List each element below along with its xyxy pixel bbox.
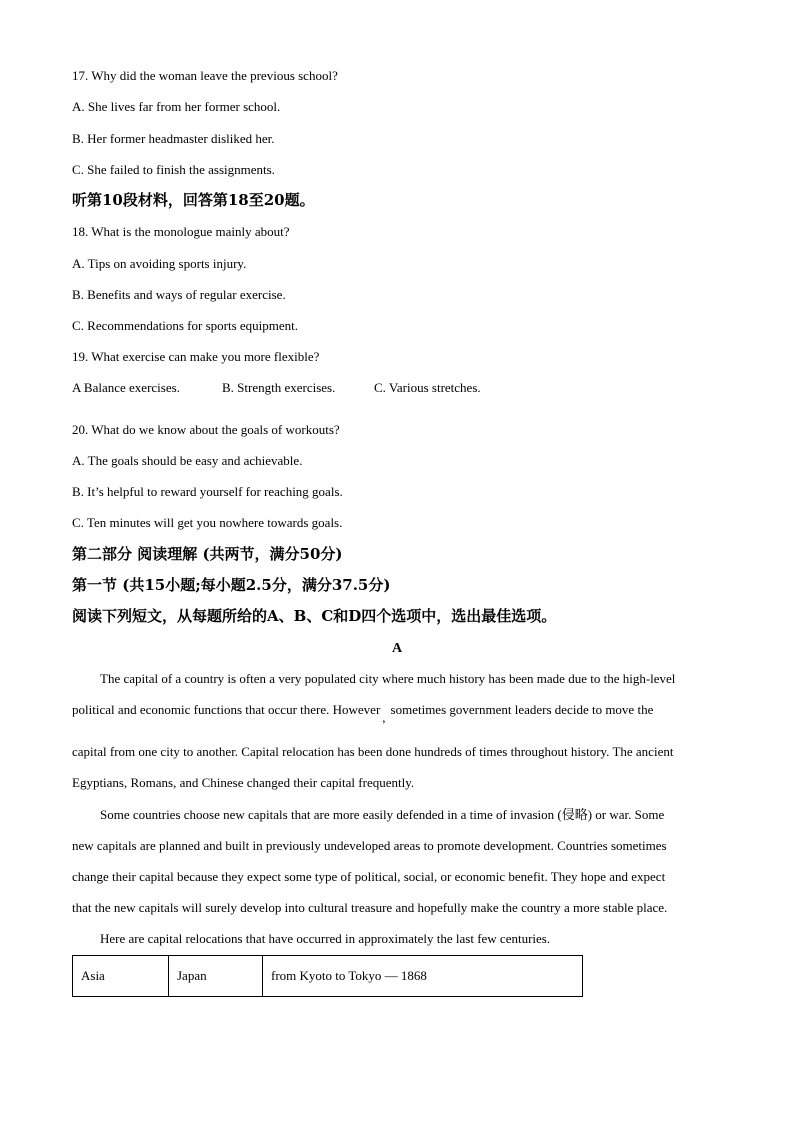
option-c: C. Ten minutes will get you nowhere towards goals. [72, 515, 343, 530]
passage-label: A [391, 641, 403, 656]
table-cell-relocation: from Kyoto to Tokyo — 1868 [263, 956, 583, 997]
passage-paragraph-3: Here are capital relocations that have occurred in approximately the last few centuries. [100, 931, 551, 946]
capital-relocation-table [72, 955, 583, 997]
option-a: A. The goals should be easy and achievable. [72, 453, 303, 468]
section-title: 第一节 (共15小题;每小题2.5分，满分37.5分) [72, 576, 391, 594]
question-stem: 18. What is the monologue mainly about? [72, 224, 290, 239]
option-c: C. Recommendations for sports equipment. [72, 318, 299, 333]
question-stem: 20. What do we know about the goals of workouts? [72, 422, 340, 437]
instruction: 阅读下列短文，从每题所给的A、B、C和D四个选项中，选出最佳选项。 [72, 607, 557, 625]
option-a: A. Tips on avoiding sports injury. [72, 256, 247, 271]
option-a: A Balance exercises. [72, 380, 180, 395]
table-row [73, 956, 583, 997]
option-b: B. It’s helpful to reward yourself for reaching goals. [72, 484, 343, 499]
option-b: B. Benefits and ways of regular exercise. [72, 287, 286, 302]
section-heading: 听第10段材料，回答第18至20题。 [72, 191, 315, 209]
options-row [72, 380, 481, 396]
part-title: 第二部分 阅读理解 (共两节，满分50分) [72, 545, 343, 563]
option-c: C. Various stretches. [374, 380, 481, 395]
option-a: A. She lives far from her former school. [72, 99, 281, 114]
option-c: C. She failed to finish the assignments. [72, 162, 275, 177]
question-stem: 17. Why did the woman leave the previous school? [72, 68, 338, 83]
question-stem: 19. What exercise can make you more flexible? [72, 349, 320, 364]
option-b: B. Strength exercises. [222, 380, 336, 395]
table-cell-country: Japan [169, 956, 263, 997]
table-cell-continent: Asia [73, 956, 169, 997]
option-b: B. Her former headmaster disliked her. [72, 131, 275, 146]
